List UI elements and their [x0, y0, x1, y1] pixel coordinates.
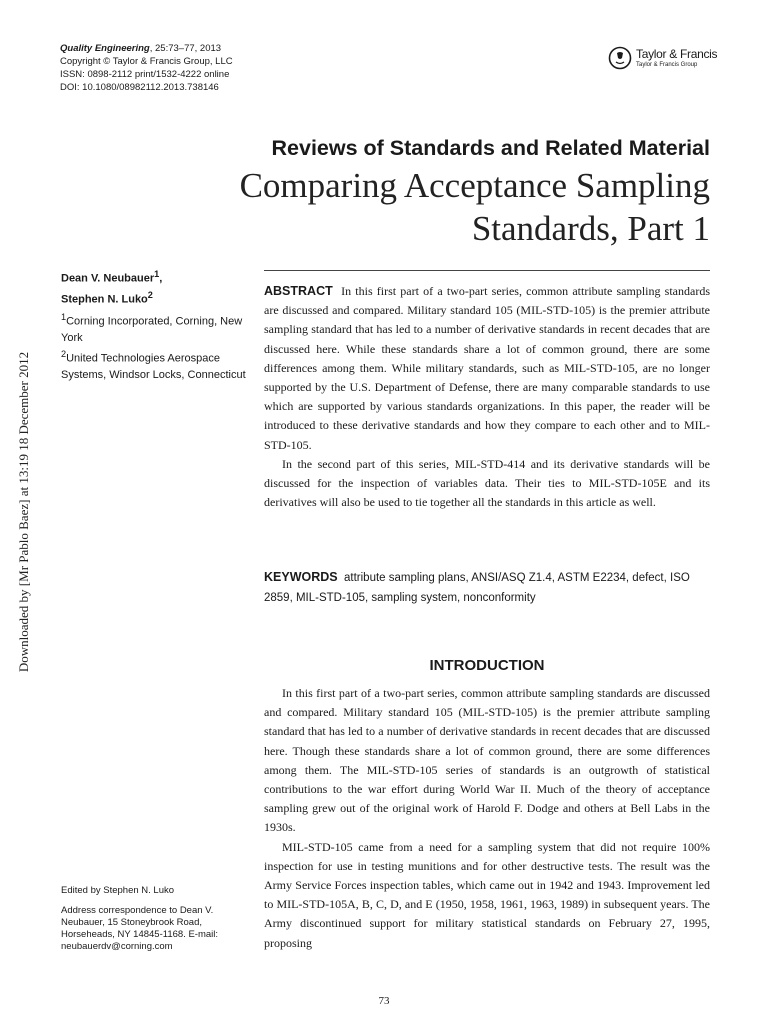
- publisher-emblem-icon: [608, 46, 632, 70]
- edited-by: Edited by Stephen N. Luko: [61, 885, 175, 896]
- journal-citation: [60, 42, 233, 94]
- keywords: [264, 568, 710, 608]
- journal-issn: ISSN: 0898-2112 print/1532-4222 online: [60, 69, 230, 80]
- abstract-divider: [264, 270, 710, 271]
- journal-doi: DOI: 10.1080/08982112.2013.738146: [60, 82, 219, 93]
- journal-copyright: Copyright © Taylor & Francis Group, LLC: [60, 56, 233, 67]
- introduction-body: [264, 684, 710, 953]
- section-title: Reviews of Standards and Related Material: [271, 136, 710, 160]
- abstract-label: ABSTRACT: [264, 284, 333, 298]
- publisher-name: Taylor & Francis: [636, 47, 718, 61]
- journal-name: Quality Engineering: [60, 43, 150, 54]
- introduction-paragraph-2: MIL-STD-105 came from a need for a sampling system that did not require 100% inspection for use in testing munitions and for other destructive tests. The result was the Army Service Forces inspection tables, which came out in 1942 and 1943. Improvement led to MIL-STD-105A, B, C, D, and E (1950, 1958, 1961, 1963, 1989) in subsequent years. The Army discontinued support for military statistical standards on February 27, 1995, proposing: [264, 839, 710, 950]
- author-names: Dean V. Neubauer$^1$, Stephen N. Luko$^2$: [61, 269, 163, 306]
- page-number: 73: [378, 995, 390, 1007]
- publisher-group: Taylor & Francis Group: [636, 62, 698, 68]
- introduction-heading: INTRODUCTION: [429, 657, 545, 674]
- affiliation-2: $^2$United Technologies Aerospace Systems, Windsor Locks, Connecticut: [61, 348, 246, 381]
- abstract-paragraph-1: ABSTRACT In this first part of a two-part series, common attribute sampling standards are discussed and compared. Military standard 105 (MIL-STD-105) is the premier attribute sampling standard that has led to a number of derivative standards in recent decades that are discussed here. While these standards share a lot of common ground, there are some differences among them. While military standards, such as MIL-STD-105, are no longer supported by the U.S. Department of Defense, there are many comparable standards to use which are supported by various standards organizations. In this paper, the reader will be introduced to these derivative standards and how they compare to each other and to MIL-STD-105.: [264, 284, 710, 452]
- keywords-label: KEYWORDS: [264, 570, 338, 584]
- abstract: [264, 282, 710, 512]
- author-block: [61, 266, 251, 383]
- introduction-paragraph-1: In this first part of a two-part series, common attribute sampling standards are discussed and compared. Military standard 105 (MIL-STD-105) is the premier attribute sampling standard that has led to a number of derivative standards in recent decades that are discussed here. Though these standards share a lot of common ground, there are some differences among them. The MIL-STD-105 series of standards is an outgrowth of statistical contributions to the war effort during World War II. Much of the theory of acceptance sampling grew out of the original work of Harold F. Dodge and others at Bell Labs in the 1930s.: [264, 686, 710, 835]
- download-banner: Downloaded by [Mr Pablo Baez] at 13:19 18 December 2012: [16, 351, 31, 673]
- affiliations: [61, 309, 251, 382]
- publisher-logo: [608, 46, 718, 76]
- correspondence-address: Address correspondence to Dean V. Neubauer, 15 Stoneybrook Road, Horseheads, NY 14845-1168. E-mail: neubauerdv@corning.com: [61, 905, 219, 952]
- article-title-line-1: Comparing Acceptance Sampling: [239, 166, 710, 205]
- author-2: Stephen N. Luko: [61, 293, 148, 306]
- author-1: Dean V. Neubauer: [61, 272, 155, 285]
- keywords-text: attribute sampling plans, ANSI/ASQ Z1.4, ASTM E2234, defect, ISO 2859, MIL-STD-105, sampling system, nonconformity: [264, 572, 690, 604]
- affiliation-1: $^1$Corning Incorporated, Corning, New York: [61, 312, 243, 344]
- article-title: [150, 164, 710, 250]
- editor-note: [61, 885, 251, 953]
- article-title-line-2: Standards, Part 1: [471, 209, 710, 248]
- abstract-paragraph-2: In the second part of this series, MIL-STD-414 and its derivative standards will be discussed for the inspection of variables data. Their ties to MIL-STD-105E and its derivatives will also be used to tie together all the standards in this article as well.: [264, 456, 710, 510]
- journal-volume-pages: , 25:73–77, 2013: [149, 43, 222, 54]
